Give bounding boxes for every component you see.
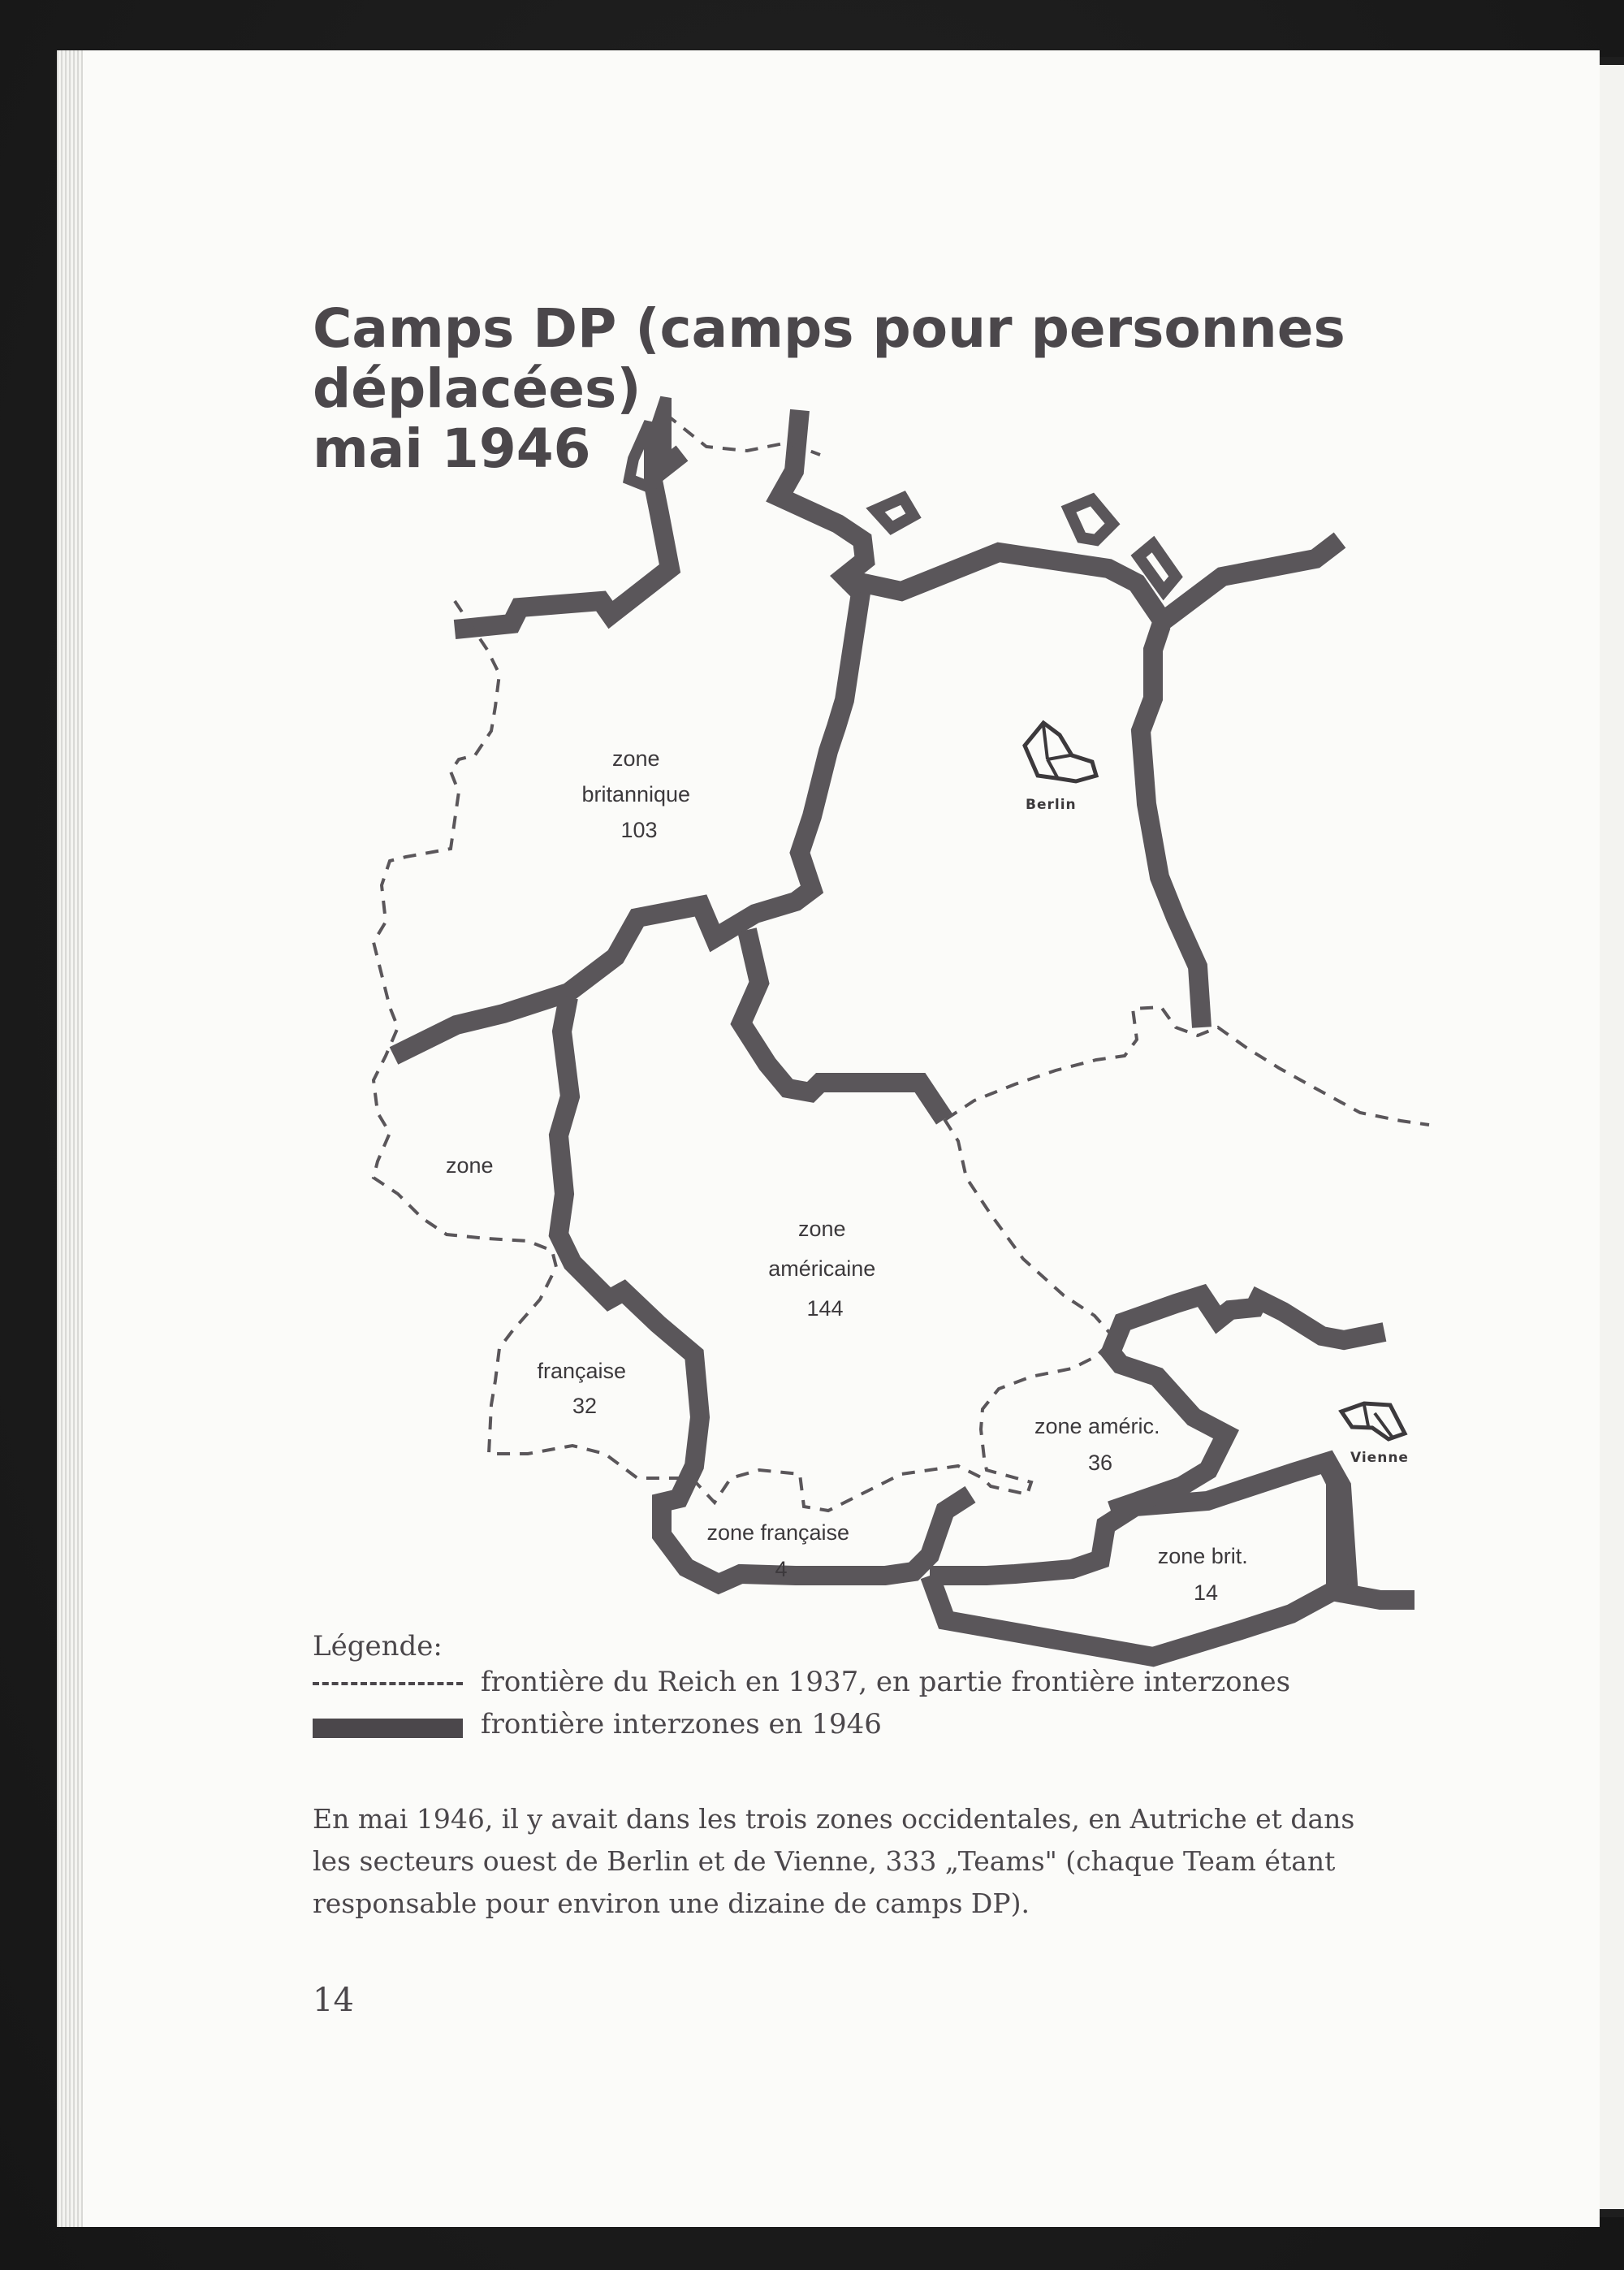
zone-francaise-line-1: zone: [445, 1153, 494, 1178]
island-1: [875, 498, 914, 528]
zone-americaine-line-2: américaine: [768, 1256, 876, 1281]
legend-item-solid: [313, 1705, 1466, 1747]
zone-britannique-label: [581, 746, 696, 842]
vienna-sectors-icon: [1341, 1403, 1405, 1439]
zone-americaine-label: [768, 1217, 882, 1321]
legend-item-solid-text: frontière interzones en 1946: [481, 1708, 882, 1740]
map-legend: [313, 1630, 1466, 1747]
border-baltic-coast: [844, 540, 1340, 621]
berlin-label: Berlin: [1026, 797, 1077, 813]
legend-item-dashed-text: frontière du Reich en 1937, en partie frontière interzones: [481, 1666, 1291, 1698]
zone-americaine-line-3: 144: [806, 1296, 844, 1321]
reich-border-1937: [374, 414, 1429, 1511]
caption-paragraph: En mai 1946, il y avait dans les trois zones occidentales, en Autriche et dans les secteurs ouest de Berlin et de Vienne, 333 „Teams" (chaque Team étant responsable pour environ une dizaine de camps DP).: [313, 1803, 1355, 1919]
dashed-east-border: [946, 1007, 1429, 1125]
zone-americ-autriche-label: [1034, 1414, 1166, 1475]
title-line-1: Camps DP (camps pour personnes: [313, 297, 1345, 360]
dashed-czech-border: [944, 1119, 1112, 1336]
zone-brit-autriche-label: [1158, 1544, 1255, 1605]
island-west-strip-1: [654, 398, 666, 487]
title-line-3: mai 1946: [313, 417, 591, 480]
zone-americ-autriche-line-2: 36: [1087, 1451, 1113, 1475]
border-us-north: [741, 930, 944, 1119]
zone-francaise-line-3: 32: [572, 1394, 598, 1418]
zone-americ-autriche-line-1: zone améric.: [1034, 1414, 1160, 1438]
zone-francaise-autriche-line-2: 4: [775, 1557, 788, 1581]
legend-heading: Légende:: [313, 1630, 443, 1663]
zone-britannique-line-1: zone: [611, 746, 660, 771]
zone-britannique-line-3: 103: [620, 818, 658, 842]
berlin-sectors-icon: [1025, 723, 1096, 781]
vienna-label: Vienne: [1350, 1450, 1409, 1466]
interzone-borders-1946: [394, 410, 1415, 1657]
zone-brit-autriche-line-1: zone brit.: [1157, 1544, 1248, 1568]
zone-francaise-autriche-line-1: zone française: [706, 1520, 850, 1545]
vienna-marker: [1341, 1403, 1409, 1466]
border-vienna-east: [1328, 1466, 1415, 1600]
border-sov-east: [1141, 625, 1202, 1027]
border-brit-sov: [394, 410, 865, 1056]
island-west-strip-2: [629, 422, 650, 487]
page-number: 14: [313, 1982, 354, 2019]
solid-line-symbol: [313, 1719, 463, 1738]
zone-francaise-line-2: française: [537, 1359, 627, 1383]
island-2: [1069, 499, 1112, 540]
dashed-line-symbol: [313, 1682, 463, 1685]
title-line-2: déplacées): [313, 357, 641, 420]
berlin-marker: [1025, 723, 1096, 813]
zone-brit-autriche-line-2: 14: [1193, 1580, 1219, 1605]
zone-americaine-line-1: zone: [797, 1217, 846, 1241]
zone-britannique-line-2: britannique: [581, 782, 691, 806]
legend-item-dashed: [313, 1663, 1466, 1705]
